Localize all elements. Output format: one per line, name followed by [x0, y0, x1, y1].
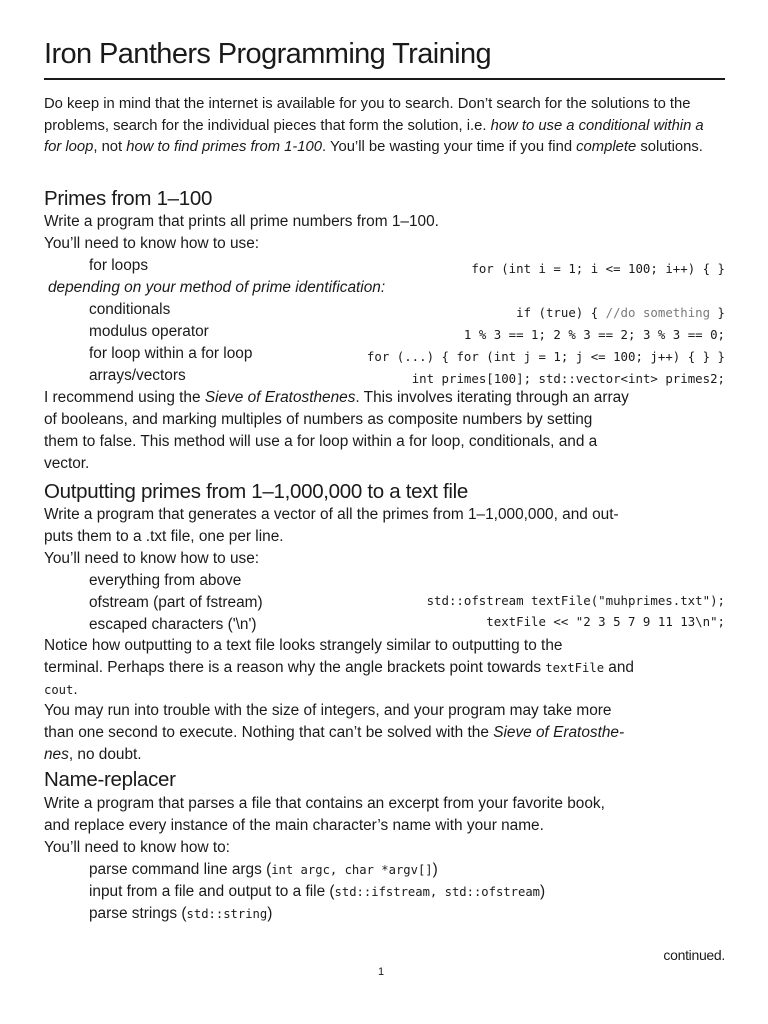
recommend-text-b: . This involves iterating through an array: [355, 389, 629, 406]
section-heading-primes: Primes from 1–100: [44, 187, 213, 210]
list-item-parse-strings: [89, 905, 272, 923]
notice-text-a: terminal. Perhaps there is a reason why the angle brackets point towards: [44, 659, 546, 676]
trouble-text-a: than one second to execute. Nothing that can’t be solved with the: [44, 724, 494, 741]
outputting-notice-2: [44, 659, 634, 677]
section-heading-name-replacer: Name-replacer: [44, 768, 176, 791]
title-divider: [44, 78, 725, 80]
outputting-trouble-1: You may run into trouble with the size of integers, and your program may take more: [44, 702, 612, 719]
item2-text-a: input from a file and output to a file (: [89, 883, 335, 900]
outputting-notice-3: [44, 681, 78, 699]
notice-code-textfile: textFile: [545, 661, 605, 675]
primes-recommend-3: them to false. This method will use a for loop within a for loop, conditionals, and a: [44, 433, 598, 450]
recommend-text-a: I recommend using the: [44, 389, 205, 406]
intro-paragraph: [44, 94, 725, 159]
list-item-file-io: [89, 883, 545, 901]
namereplacer-task-2: and replace every instance of the main character’s name with your name.: [44, 817, 544, 834]
list-item-escaped: escaped characters ('\n'): [89, 616, 257, 633]
list-item-nested-loop: for loop within a for loop: [89, 345, 253, 362]
outputting-trouble-2: [44, 724, 624, 742]
depending-text: depending on your method of prime identification:: [48, 279, 386, 296]
notice-period: .: [73, 681, 78, 698]
page-number: 1: [378, 966, 385, 978]
code-conditionals-start: if (true) {: [516, 305, 606, 320]
primes-need: You’ll need to know how to use:: [44, 235, 260, 252]
list-item-ofstream: ofstream (part of fstream): [89, 594, 263, 611]
item3-text-b: ): [267, 905, 273, 922]
item1-code: int argc, char *argv[]: [271, 863, 433, 877]
code-modulus: 1 % 3 == 1; 2 % 3 == 2; 3 % 3 == 0;: [463, 327, 725, 342]
outputting-notice-1: Notice how outputting to a text file looks strangely similar to outputting to the: [44, 637, 563, 654]
item3-text-a: parse strings (: [89, 905, 187, 922]
outputting-task-1: Write a program that generates a vector of all the primes from 1–1,000,000, and out-: [44, 506, 619, 523]
code-arrays: int primes[100]; std::vector<int> primes2;: [411, 371, 725, 386]
code-conditionals-end: }: [710, 305, 725, 320]
page-title: Iron Panthers Programming Training: [44, 38, 492, 70]
primes-depending-note: [48, 279, 385, 297]
outputting-need: You’ll need to know how to use:: [44, 550, 260, 567]
intro-text-3: . You’ll be wasting your time if you find: [322, 139, 577, 156]
notice-text-b: and: [604, 659, 634, 676]
primes-recommend-2: of booleans, and marking multiples of numbers as composite numbers by setting: [44, 411, 593, 428]
list-item-modulus: modulus operator: [89, 323, 209, 340]
item3-code: std::string: [186, 907, 268, 921]
section-heading-outputting: Outputting primes from 1–1,000,000 to a text file: [44, 480, 469, 503]
namereplacer-need: You’ll need to know how to:: [44, 839, 230, 856]
trouble-sieve-emphasis: Sieve of Eratosthe-: [493, 724, 625, 741]
intro-emphasis-1: how to use a conditional within a for loop: [44, 117, 704, 156]
outputting-task-2: puts them to a .txt file, one per line.: [44, 528, 284, 545]
item1-text-a: parse command line args (: [89, 861, 272, 878]
list-item-command-line-args: [89, 861, 438, 879]
continued-note: continued.: [663, 947, 725, 963]
code-ofstream: std::ofstream textFile("muhprimes.txt");: [426, 593, 725, 608]
primes-recommend-4: vector.: [44, 455, 90, 472]
intro-text-1: Do keep in mind that the internet is available for you to search. Don’t search for the solutions to the problems, search for the individual pieces that form the solution, i.e.: [44, 96, 691, 134]
primes-recommend-1: [44, 389, 629, 407]
sieve-emphasis: Sieve of Eratosthenes: [204, 389, 356, 406]
list-item-arrays: arrays/vectors: [89, 367, 186, 384]
outputting-trouble-3: [44, 746, 142, 764]
code-conditionals: [516, 305, 725, 320]
intro-text-4: solutions.: [636, 139, 703, 156]
code-escaped: textFile << "2 3 5 7 9 11 13\n";: [486, 614, 725, 629]
code-nested-loop: for (...) { for (int j = 1; j <= 100; j++) { } }: [366, 349, 725, 364]
list-item-for-loops: for loops: [89, 257, 149, 274]
code-comment: //do something: [605, 305, 711, 320]
notice-code-cout: cout: [44, 683, 74, 697]
list-item-conditionals: conditionals: [89, 301, 171, 318]
intro-emphasis-3: complete: [576, 139, 637, 156]
intro-text-2: , not: [93, 139, 127, 156]
code-for-loops: for (int i = 1; i <= 100; i++) { }: [471, 261, 725, 276]
intro-emphasis-2: how to find primes from 1-100: [126, 139, 322, 156]
item1-text-b: ): [432, 861, 438, 878]
item2-code: std::ifstream, std::ofstream: [334, 885, 540, 899]
list-item-everything-above: everything from above: [89, 572, 242, 589]
primes-task: Write a program that prints all prime numbers from 1–100.: [44, 213, 439, 230]
trouble-text-b: , no doubt.: [68, 746, 142, 763]
item2-text-b: ): [540, 883, 546, 900]
trouble-sieve-emphasis-end: nes: [44, 746, 69, 763]
namereplacer-task-1: Write a program that parses a file that contains an excerpt from your favorite book,: [44, 795, 605, 812]
